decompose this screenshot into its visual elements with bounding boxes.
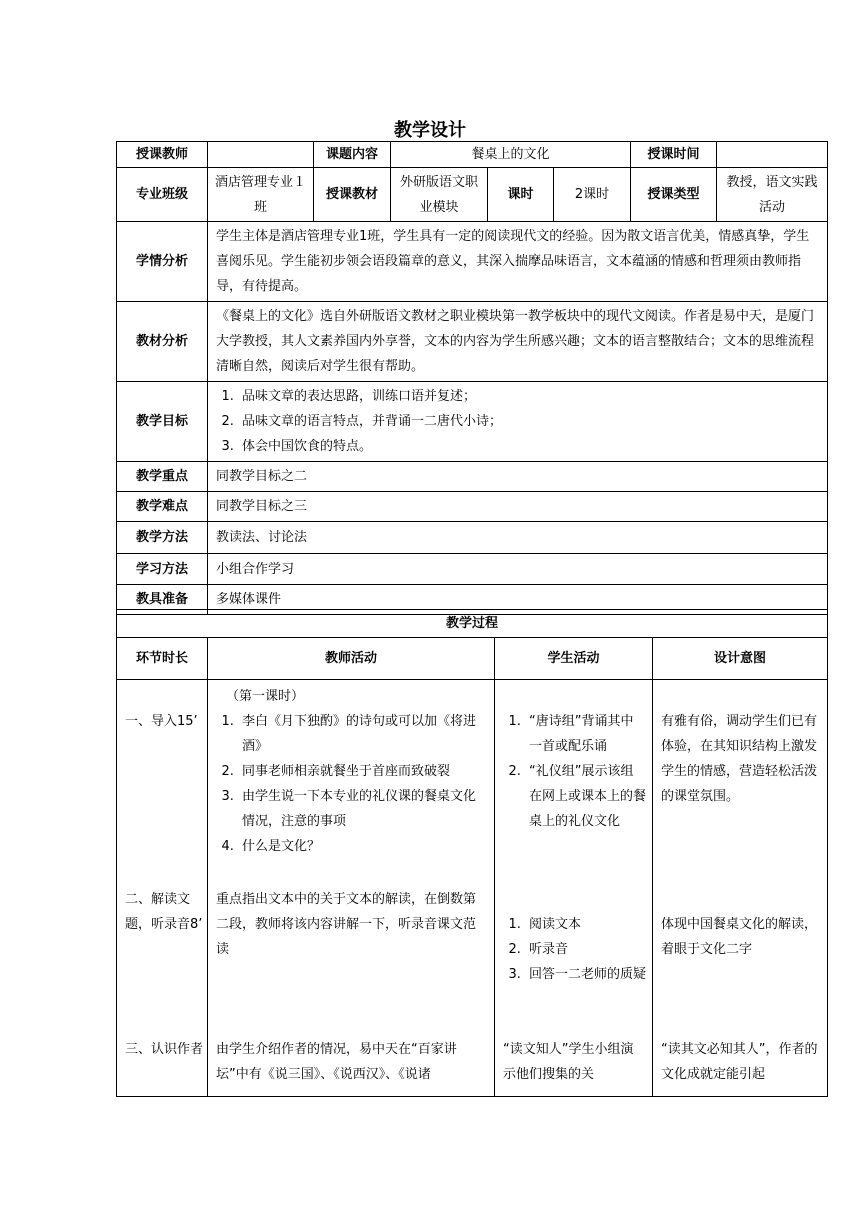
header-teacher: 教师活动 bbox=[208, 638, 495, 680]
tools-text: 多媒体课件 bbox=[208, 585, 828, 615]
header-student: 学生活动 bbox=[495, 638, 653, 680]
method-text: 教读法、讨论法 bbox=[208, 522, 828, 554]
textbook-label: 教材分析 bbox=[117, 302, 208, 382]
stage3-student-text: “读文知人”学生小组演示他们搜集的关 bbox=[503, 1042, 634, 1082]
material-label: 授课教材 bbox=[314, 168, 391, 222]
process-table bbox=[116, 609, 828, 1097]
lesson-info-table bbox=[116, 141, 828, 615]
textbook-text: 《餐桌上的文化》选自外研版语文教材之职业模块第一教学板块中的现代文阅读。作者是易中天，是厦门大学教授，其人文素养国内外享誉，文本的内容为学生所感兴趣；文本的语言整散结合；文本的思维流程清晰自然，阅读后对学生很有帮助。 bbox=[208, 302, 828, 382]
header-stage: 环节时长 bbox=[117, 638, 208, 680]
stage2-teacher-text: 重点指出文本中的关于文本的解读，在倒数第二段，教师将该内容讲解一下，听录音课文范读 bbox=[216, 892, 477, 957]
student-activity-item: 2. “礼仪组”展示该组在网上或课本上的餐桌上的礼仪文化 bbox=[525, 759, 646, 834]
stage1-student-list bbox=[503, 709, 646, 887]
header-intent: 设计意图 bbox=[653, 638, 828, 680]
class-label: 专业班级 bbox=[117, 168, 208, 222]
goals-list-cell bbox=[208, 382, 828, 462]
stage3-teacher-text: 由学生介绍作者的情况，易中天在“百家讲坛”中有《说三国》、《说西汉》、《说诸 bbox=[216, 1042, 457, 1082]
teacher-column bbox=[208, 680, 495, 1097]
learner-label: 学情分析 bbox=[117, 222, 208, 302]
intent-column bbox=[653, 680, 828, 1097]
time-value bbox=[717, 142, 828, 168]
type-label: 授课类型 bbox=[631, 168, 717, 222]
difficulty-label: 教学难点 bbox=[117, 492, 208, 522]
teacher-activity-item: 1. 李白《月下独酌》的诗句或可以加《将进酒》 bbox=[238, 709, 488, 759]
stage3-name: 三、认识作者 bbox=[125, 1042, 204, 1057]
goals-label: 教学目标 bbox=[117, 382, 208, 462]
study-label: 学习方法 bbox=[117, 554, 208, 585]
student-activity-item: 3. 回答一二老师的质疑 bbox=[525, 962, 646, 987]
session-label: （第一课时） bbox=[226, 689, 305, 704]
process-title: 教学过程 bbox=[117, 610, 828, 638]
stage1-name: 一、导入15’ bbox=[125, 714, 198, 729]
stage2-name: 二、解读文题，听录音8’ bbox=[125, 892, 203, 932]
learner-text: 学生主体是酒店管理专业1班，学生具有一定的阅读现代文的经验。因为散文语言优美，情感真挚，学生喜阅乐见。学生能初步领会语段篇章的意义，其深入揣摩品味语言，文本蕴涵的情感和哲理须由教师指导，有待提高。 bbox=[208, 222, 828, 302]
stage1-teacher-list bbox=[216, 709, 488, 887]
stage1-intent-text: 有雅有俗，调动学生们已有体验，在其知识结构上激发学生的情感，营造轻松活泼的课堂氛围。 bbox=[661, 714, 818, 804]
teacher-activity-item: 2. 同事老师相亲就餐坐于首座而致破裂 bbox=[238, 759, 488, 784]
goal-item: 3. 体会中国饮食的特点。 bbox=[238, 434, 819, 459]
document-title: 教学设计 bbox=[394, 120, 466, 141]
goal-item: 2. 品味文章的语言特点，并背诵一二唐代小诗； bbox=[238, 409, 819, 434]
goals-list bbox=[216, 384, 819, 459]
class-value: 酒店管理专业１班 bbox=[208, 168, 314, 222]
goal-item: 1. 品味文章的表达思路，训练口语并复述； bbox=[238, 384, 819, 409]
stage2-student-list bbox=[503, 887, 646, 1037]
study-text: 小组合作学习 bbox=[208, 554, 828, 585]
teacher-activity-item: 3. 由学生说一下本专业的礼仪课的餐桌文化情况，注意的事项 bbox=[238, 784, 488, 834]
key-text: 同教学目标之二 bbox=[208, 462, 828, 492]
hours-value: 2课时 bbox=[554, 168, 631, 222]
topic-label: 课题内容 bbox=[314, 142, 391, 168]
teacher-value bbox=[208, 142, 314, 168]
type-value: 教授，语文实践活动 bbox=[717, 168, 828, 222]
key-label: 教学重点 bbox=[117, 462, 208, 492]
tools-label: 教具准备 bbox=[117, 585, 208, 615]
student-activity-item: 1. 阅读文本 bbox=[525, 912, 646, 937]
teacher-activity-item: 4. 什么是文化？ bbox=[238, 834, 488, 859]
stage3-intent-text: “读其文必知其人”，作者的文化成就定能引起 bbox=[661, 1042, 818, 1082]
difficulty-text: 同教学目标之三 bbox=[208, 492, 828, 522]
stage2-intent-text: 体现中国餐桌文化的解读，着眼于文化二字 bbox=[661, 917, 818, 957]
teacher-label: 授课教师 bbox=[117, 142, 208, 168]
hours-label: 课时 bbox=[488, 168, 554, 222]
stage-column bbox=[117, 680, 208, 1097]
time-label: 授课时间 bbox=[631, 142, 717, 168]
method-label: 教学方法 bbox=[117, 522, 208, 554]
student-activity-item: 1. “唐诗组”背诵其中一首或配乐诵 bbox=[525, 709, 646, 759]
student-activity-item: 2. 听录音 bbox=[525, 937, 646, 962]
student-column bbox=[495, 680, 653, 1097]
topic-value: 餐桌上的文化 bbox=[391, 142, 631, 168]
material-value: 外研版语文职业模块 bbox=[391, 168, 488, 222]
